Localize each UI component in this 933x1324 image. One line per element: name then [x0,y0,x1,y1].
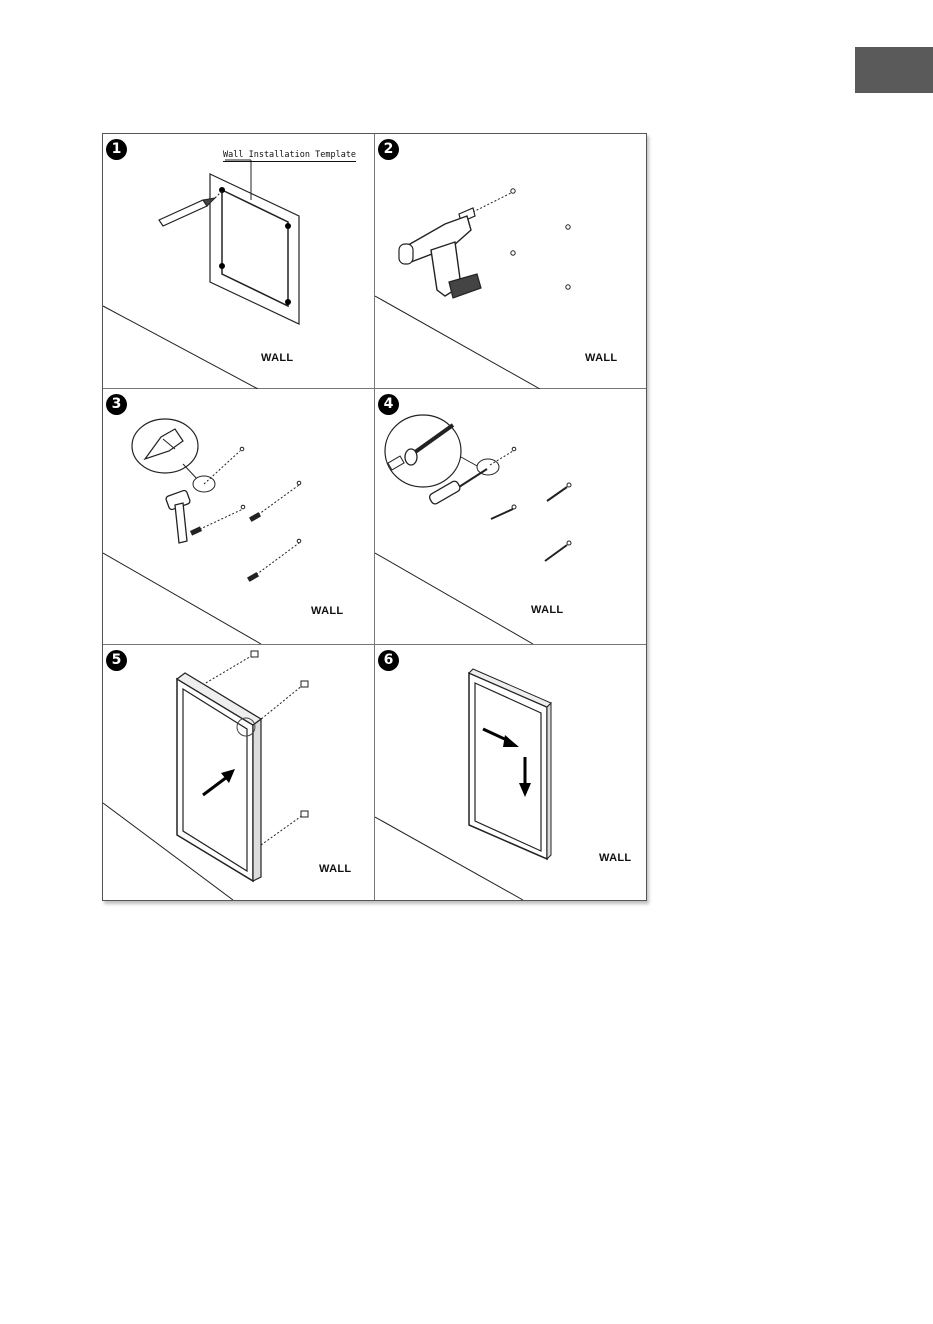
step-panel-4 [375,389,646,644]
step-panel-2 [375,134,646,389]
step-4-illustration [375,389,646,644]
step-number-badge: 5 [106,650,127,671]
step-panel-3 [103,389,374,644]
language-tab [855,47,933,93]
step-number-badge: 3 [106,394,127,415]
wall-label: WALL [585,352,618,364]
mirror-frame-icon [177,673,261,881]
wall-label: WALL [311,605,344,617]
step-2-illustration [375,134,646,389]
step-5-illustration [103,645,374,900]
step-1-illustration [103,134,374,389]
wall-label: WALL [531,604,564,616]
drill-icon [399,193,511,298]
step-number-badge: 6 [378,650,399,671]
step-number-badge: 2 [378,139,399,160]
wall-label: WALL [319,863,352,875]
step-number-badge: 4 [378,394,399,415]
wall-label: WALL [599,852,632,864]
step-number-badge: 1 [106,139,127,160]
step-panel-1 [103,134,374,389]
mirror-frame-icon [469,669,551,859]
template-callout-label: Wall Installation Template [223,150,357,160]
installation-diagram [102,133,647,901]
wall-label: WALL [261,352,294,364]
hammer-icon [165,490,190,543]
step-panel-6 [375,645,646,900]
step-panel-5 [103,645,374,900]
